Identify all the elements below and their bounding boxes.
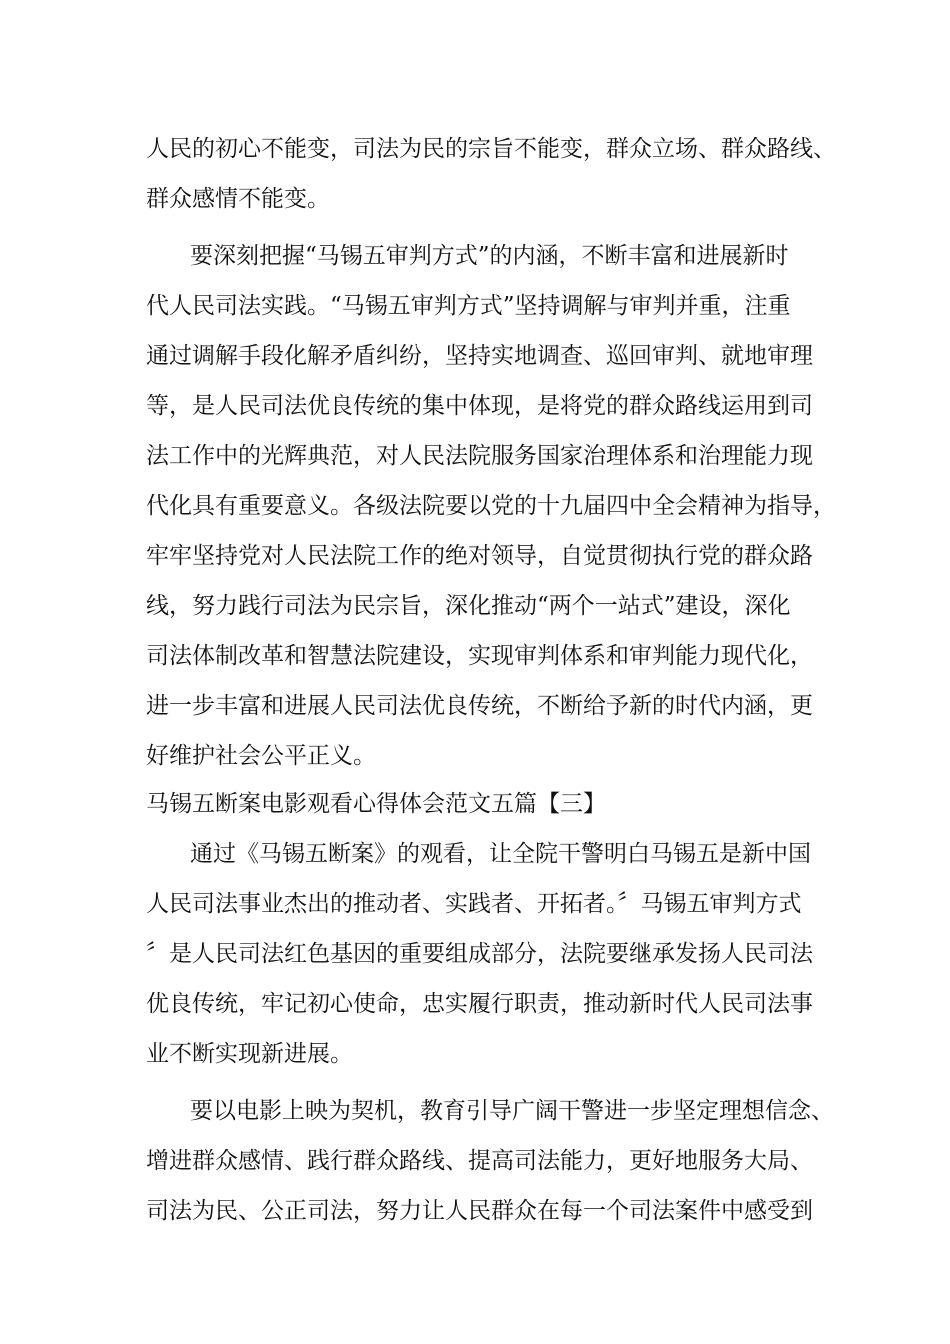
paragraph-line: 好维护社会公平正义。	[146, 743, 376, 769]
paragraph-line: 司法体制改革和智慧法院建设，实现审判体系和审判能力现代化，	[146, 643, 813, 669]
paragraph-line: 要深刻把握“马锡五审判方式”的内涵，不断丰富和进展新时	[190, 243, 789, 269]
paragraph-line: 司法为民、公正司法，努力让人民群众在每一个司法案件中感受到	[146, 1198, 813, 1224]
paragraph-line: 群众感情不能变。	[146, 186, 330, 212]
paragraph-line: 通过《马锡五断案》的观看，让全院干警明白马锡五是新中国	[190, 841, 811, 867]
paragraph-line: 增进群众感情、践行群众路线、提高司法能力，更好地服务大局、	[146, 1148, 813, 1174]
paragraph-line: 要以电影上映为契机，教育引导广阔干警进一步坚定理想信念、	[190, 1098, 834, 1124]
paragraph-line: 业不断实现新进展。	[146, 1041, 353, 1067]
paragraph-line: 人民司法事业杰出的推动者、实践者、开拓者。〞马锡五审判方式	[146, 891, 802, 917]
paragraph-line: 通过调解手段化解矛盾纠纷，坚持实地调查、巡回审判、就地审理	[146, 343, 813, 369]
paragraph-line: 牢牢坚持党对人民法院工作的绝对领导，自觉贯彻执行党的群众路	[146, 543, 813, 569]
paragraph-line: 人民的初心不能变，司法为民的宗旨不能变，群众立场、群众路线、	[146, 136, 836, 162]
paragraph-line: 优良传统，牢记初心使命，忠实履行职责，推动新时代人民司法事	[146, 991, 813, 1017]
paragraph-line: 代化具有重要意义。各级法院要以党的十九届四中全会精神为指导，	[146, 493, 836, 519]
paragraph-line: 等，是人民司法优良传统的集中体现，是将党的群众路线运用到司	[146, 393, 813, 419]
paragraph-line: 线，努力践行司法为民宗旨，深化推动“两个一站式”建设，深化	[146, 593, 791, 619]
paragraph-line: 法工作中的光辉典范，对人民法院服务国家治理体系和治理能力现	[146, 443, 813, 469]
paragraph-line: 进一步丰富和进展人民司法优良传统，不断给予新的时代内涵，更	[146, 693, 813, 719]
section-heading: 马锡五断案电影观看心得体会范文五篇【三】	[146, 791, 606, 817]
paragraph-line: 代人民司法实践。“马锡五审判方式”坚持调解与审判并重，注重	[146, 293, 791, 319]
paragraph-line: 〞是人民司法红色基因的重要组成部分，法院要继承发扬人民司法	[146, 941, 813, 967]
